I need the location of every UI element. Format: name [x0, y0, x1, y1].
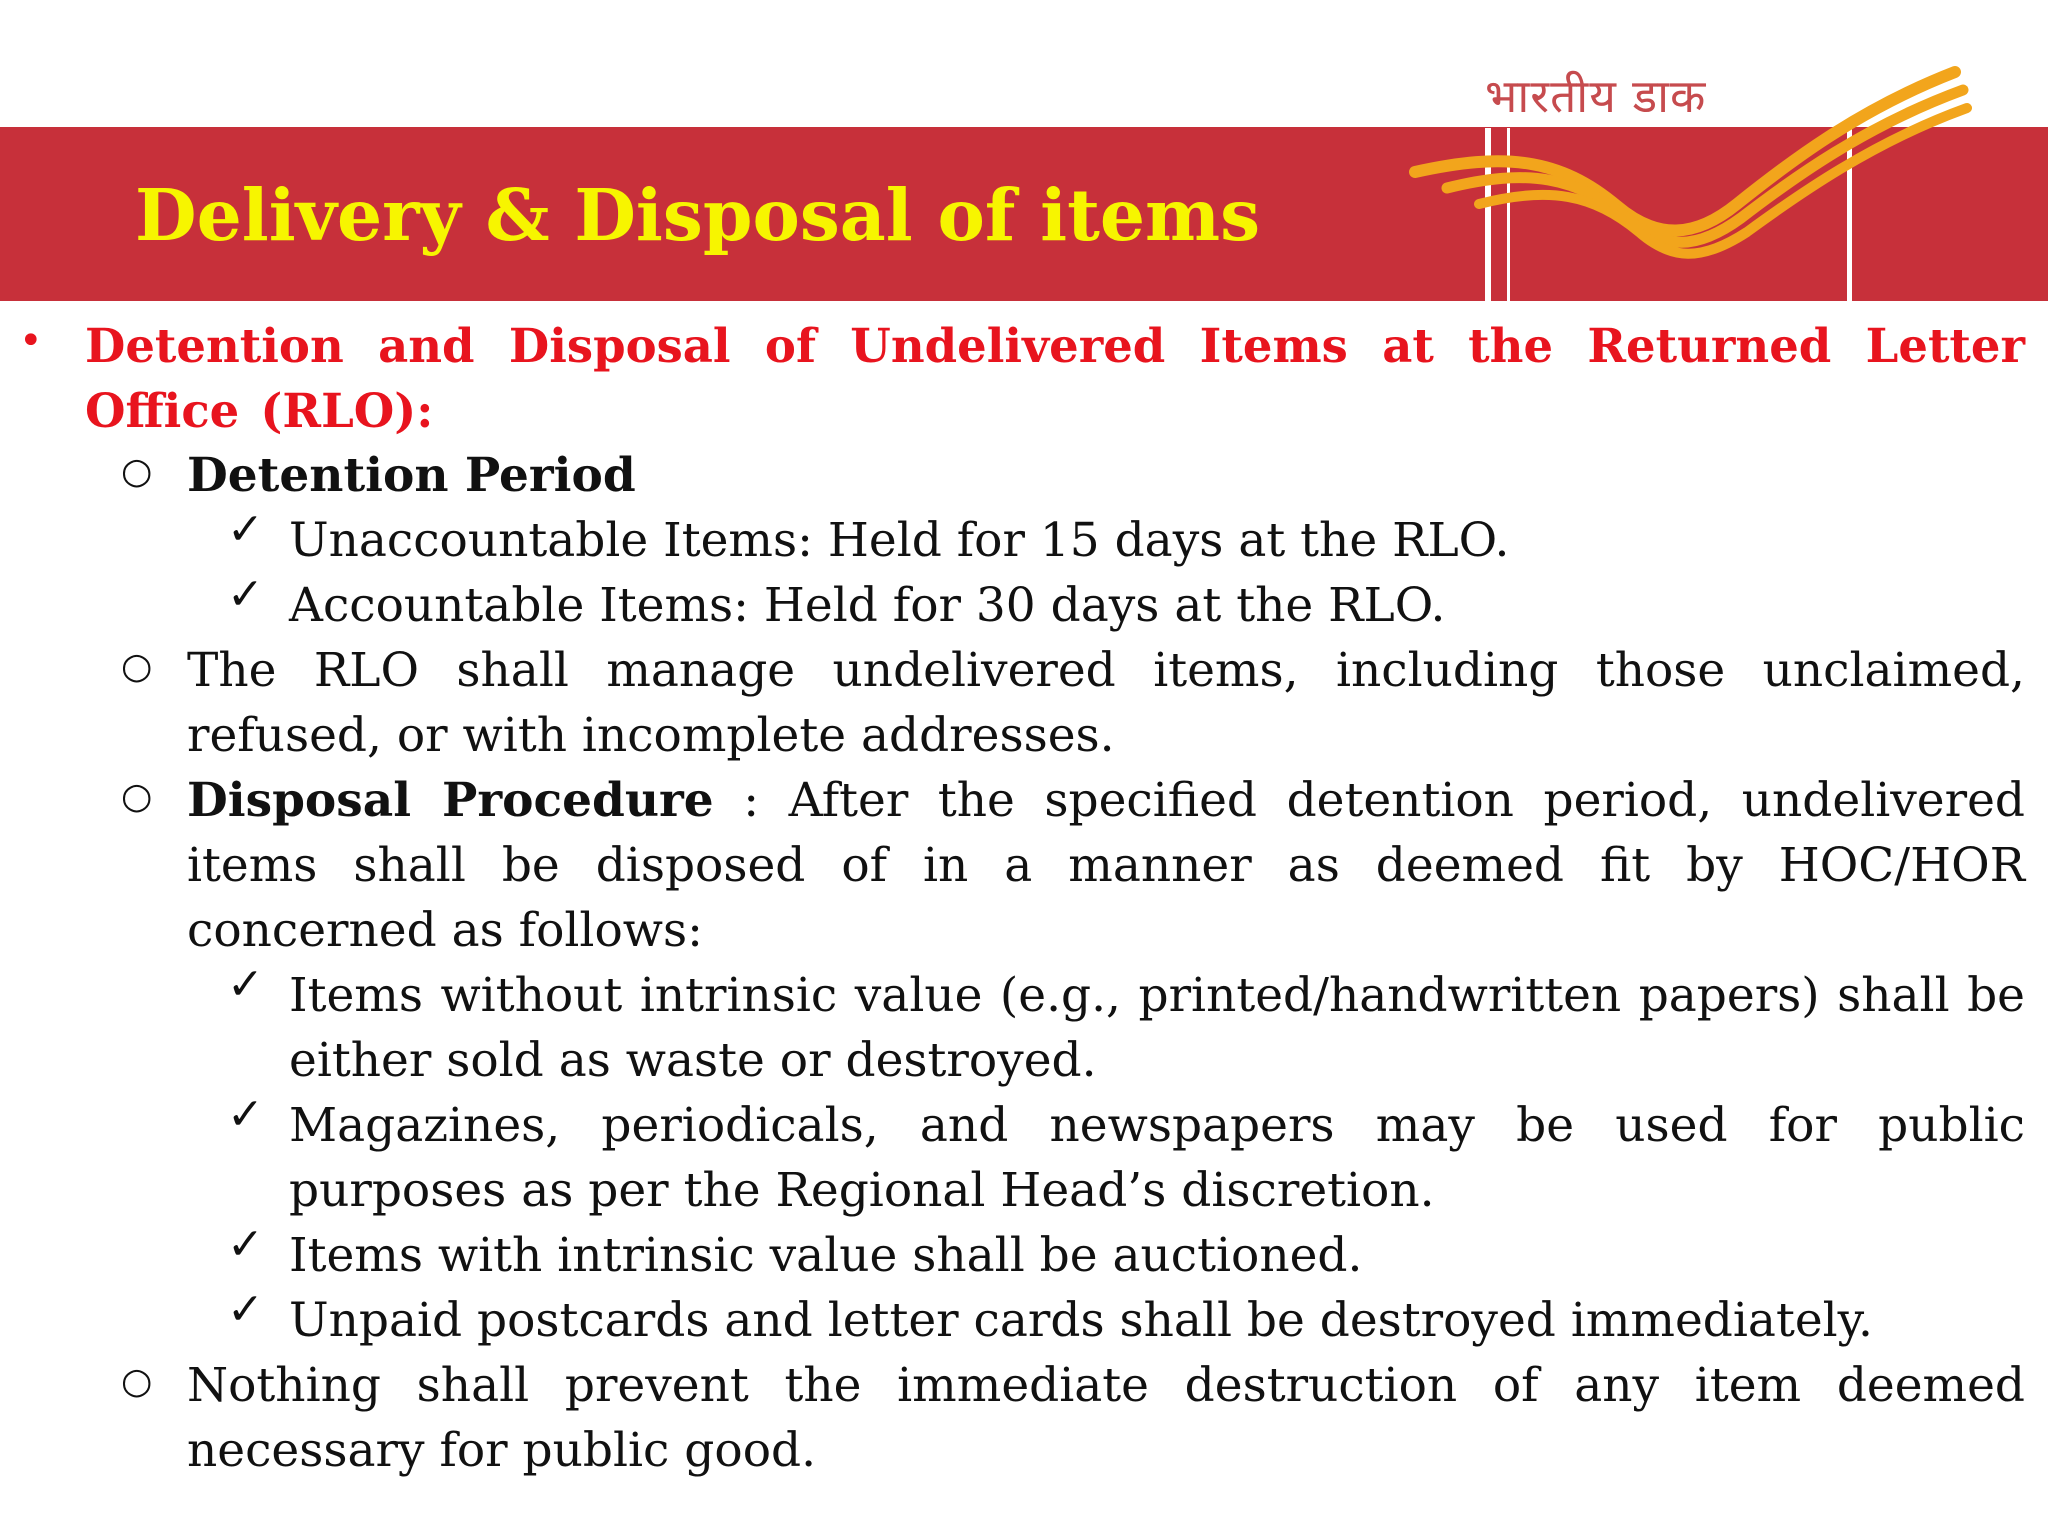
- detention-period-item: [121, 443, 2025, 508]
- checkmark-bullet-icon: ✓: [227, 1219, 264, 1270]
- hollow-circle-bullet-icon: ○: [121, 451, 153, 492]
- detention-subitem: [227, 569, 2025, 638]
- rlo-manage-text: The RLO shall manage undelivered items, including those unclaimed, refused, or with incomplete addresses.: [187, 643, 2025, 763]
- disposal-subitem: [227, 1219, 2025, 1288]
- nothing-prevent-item: [121, 1353, 2025, 1483]
- detention-subitem: [227, 504, 2025, 573]
- hollow-circle-bullet-icon: ○: [121, 776, 153, 817]
- hollow-circle-bullet-icon: ○: [121, 1361, 153, 1402]
- disposal-procedure-item: [121, 768, 2025, 963]
- logo-text: भारतीय डाक: [1485, 69, 1707, 123]
- section-heading: Detention and Disposal of Undelivered Items at the Returned Letter Office (RLO):: [85, 318, 2025, 438]
- checkmark-bullet-icon: ✓: [227, 1284, 264, 1335]
- magazines-text: Magazines, periodicals, and newspapers may be used for public purposes as per the Regional Head’s discretion.: [289, 1098, 2025, 1218]
- checkmark-bullet-icon: ✓: [227, 1089, 264, 1140]
- disposal-procedure-text: : After the specified detention period, undelivered items shall be disposed of in a manner as deemed fit by HOC/HOR concerned as follows:: [187, 773, 2025, 958]
- disposal-subitem: [227, 1089, 2025, 1223]
- nothing-prevent-text: Nothing shall prevent the immediate destruction of any item deemed necessary for public good.: [187, 1358, 2025, 1478]
- slide-title: Delivery & Disposal of items: [135, 173, 1261, 257]
- unaccountable-items-text: Unaccountable Items: Held for 15 days at the RLO.: [289, 513, 1510, 568]
- india-post-logo: [1395, 50, 1995, 305]
- unpaid-postcards-text: Unpaid postcards and letter cards shall be destroyed immediately.: [289, 1293, 1873, 1348]
- rlo-manage-item: [121, 638, 2025, 768]
- checkmark-bullet-icon: ✓: [227, 569, 264, 620]
- disposal-subitem: [227, 1284, 2025, 1353]
- section-heading-item: [19, 313, 2025, 443]
- disposal-subitem: [227, 959, 2025, 1093]
- slide-content: [0, 313, 2048, 1483]
- checkmark-bullet-icon: ✓: [227, 504, 264, 555]
- intrinsic-value-text: Items with intrinsic value shall be auctioned.: [289, 1228, 1363, 1283]
- red-dot-bullet-icon: •: [19, 318, 43, 364]
- hollow-circle-bullet-icon: ○: [121, 646, 153, 687]
- disposal-procedure-heading: Disposal Procedure: [187, 773, 714, 828]
- checkmark-bullet-icon: ✓: [227, 959, 264, 1010]
- no-intrinsic-value-text: Items without intrinsic value (e.g., printed/handwritten papers) shall be either sold as waste or destroyed.: [289, 968, 2025, 1088]
- detention-period-heading: Detention Period: [187, 448, 636, 503]
- accountable-items-text: Accountable Items: Held for 30 days at the RLO.: [289, 578, 1446, 633]
